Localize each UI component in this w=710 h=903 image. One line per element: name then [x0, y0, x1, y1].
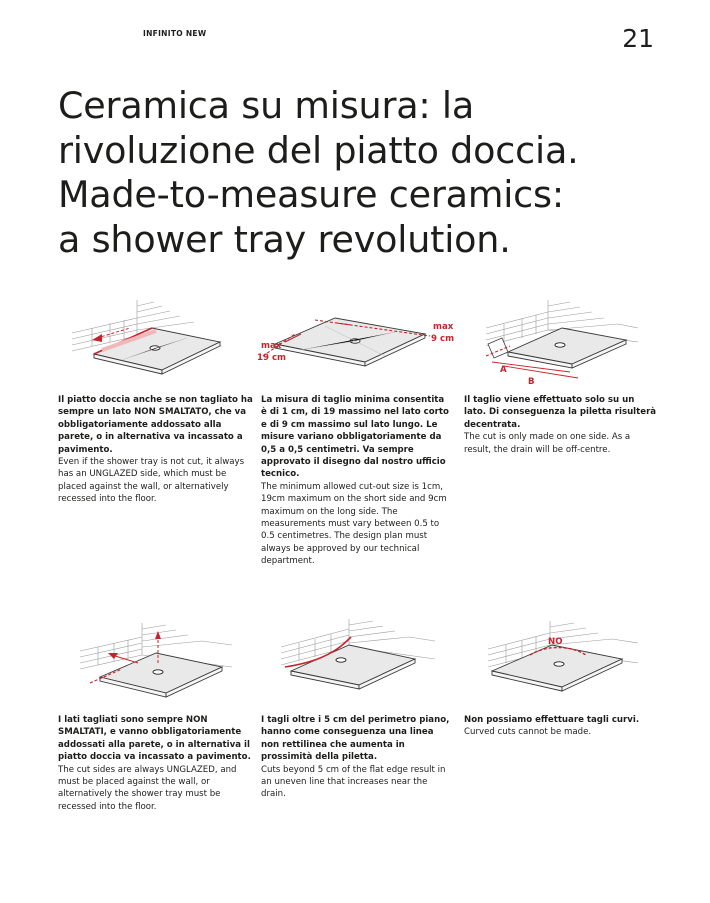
caption-uneven-line	[261, 714, 451, 801]
caption-italian: Il taglio viene effettuato solo su un lato. Di conseguenza la piletta risulterà decentrata.	[464, 395, 657, 430]
diagram-offcentre-drain	[458, 298, 648, 388]
caption-italian: Il piatto doccia anche se non tagliato ha sempre un lato NON SMALTATO, che va obbligatoriamente addossato alla parete, o in alternativa va incassato a pavimento.	[58, 395, 253, 455]
header-label: INFINITO NEW	[143, 29, 207, 38]
title-line: a shower tray revolution.	[58, 217, 511, 261]
caption-english: Cuts beyond 5 cm of the flat edge result in an uneven line that increases near the drain.	[261, 764, 446, 800]
title-line: Ceramica su misura: la	[58, 84, 475, 127]
diagram-max-cut	[255, 298, 455, 388]
page-title	[58, 84, 678, 262]
diagram-label: 9 cm	[431, 334, 455, 344]
page-number: 21	[622, 24, 654, 53]
diagram-uneven-line	[255, 615, 445, 705]
diagram-label: max	[433, 322, 454, 332]
title-line: Made-to-measure ceramics:	[58, 173, 564, 216]
caption-english: The cut is only made on one side. As a result, the drain will be off-centre.	[464, 432, 631, 455]
diagram-label: A	[500, 365, 507, 375]
caption-unglazed-side	[58, 394, 254, 506]
caption-english: The cut sides are always UNGLAZED, and must be placed against the wall, or alternatively the shower tray must be recessed into the floor.	[58, 764, 237, 812]
diagram-no-curved-cuts	[458, 615, 648, 705]
caption-italian: La misura di taglio minima consentita è di 1 cm, di 19 massimo nel lato corto e di 9 cm massimo sul lato lungo. Le misure variano obbligatoriamente da 0,5 a 0,5 centimetri. Va sempre approvato il disegno dal nostro ufficio tecnico.	[261, 395, 449, 480]
caption-italian: I lati tagliati sono sempre NON SMALTATI, e vanno obbligatoriamente addossati alla parete, o in alternativa il piatto doccia va incassato a pavimento.	[58, 715, 251, 763]
caption-italian: I tagli oltre i 5 cm del perimetro piano, hanno come conseguenza una linea non rettilinea che aumenta in prossimità della piletta.	[261, 715, 450, 763]
caption-max-cut	[261, 394, 449, 568]
caption-english: Even if the shower tray is not cut, it always has an UNGLAZED side, which must be placed against the wall, or alternatively recessed into the floor.	[58, 457, 245, 505]
diagram-label: 19 cm	[257, 353, 286, 363]
diagram-unglazed-side	[62, 298, 252, 388]
diagram-cut-sides-unglazed	[62, 615, 252, 705]
caption-english: The minimum allowed cut-out size is 1cm, 19cm maximum on the short side and 9cm maximum on the long side. The measurements must vary between 0.5 to 0.5 centimetres. The design plan must always be approved by our technical department.	[261, 481, 447, 567]
caption-no-curved-cuts	[464, 714, 658, 739]
caption-cut-sides-unglazed	[58, 714, 252, 813]
diagram-label: NO	[548, 637, 563, 647]
diagram-label: B	[528, 377, 535, 387]
caption-offcentre-drain	[464, 394, 658, 456]
caption-italian: Non possiamo effettuare tagli curvi.	[464, 715, 640, 725]
diagram-label: max	[261, 341, 282, 351]
title-line: rivoluzione del piatto doccia.	[58, 128, 579, 172]
caption-english: Curved cuts cannot be made.	[464, 727, 592, 738]
